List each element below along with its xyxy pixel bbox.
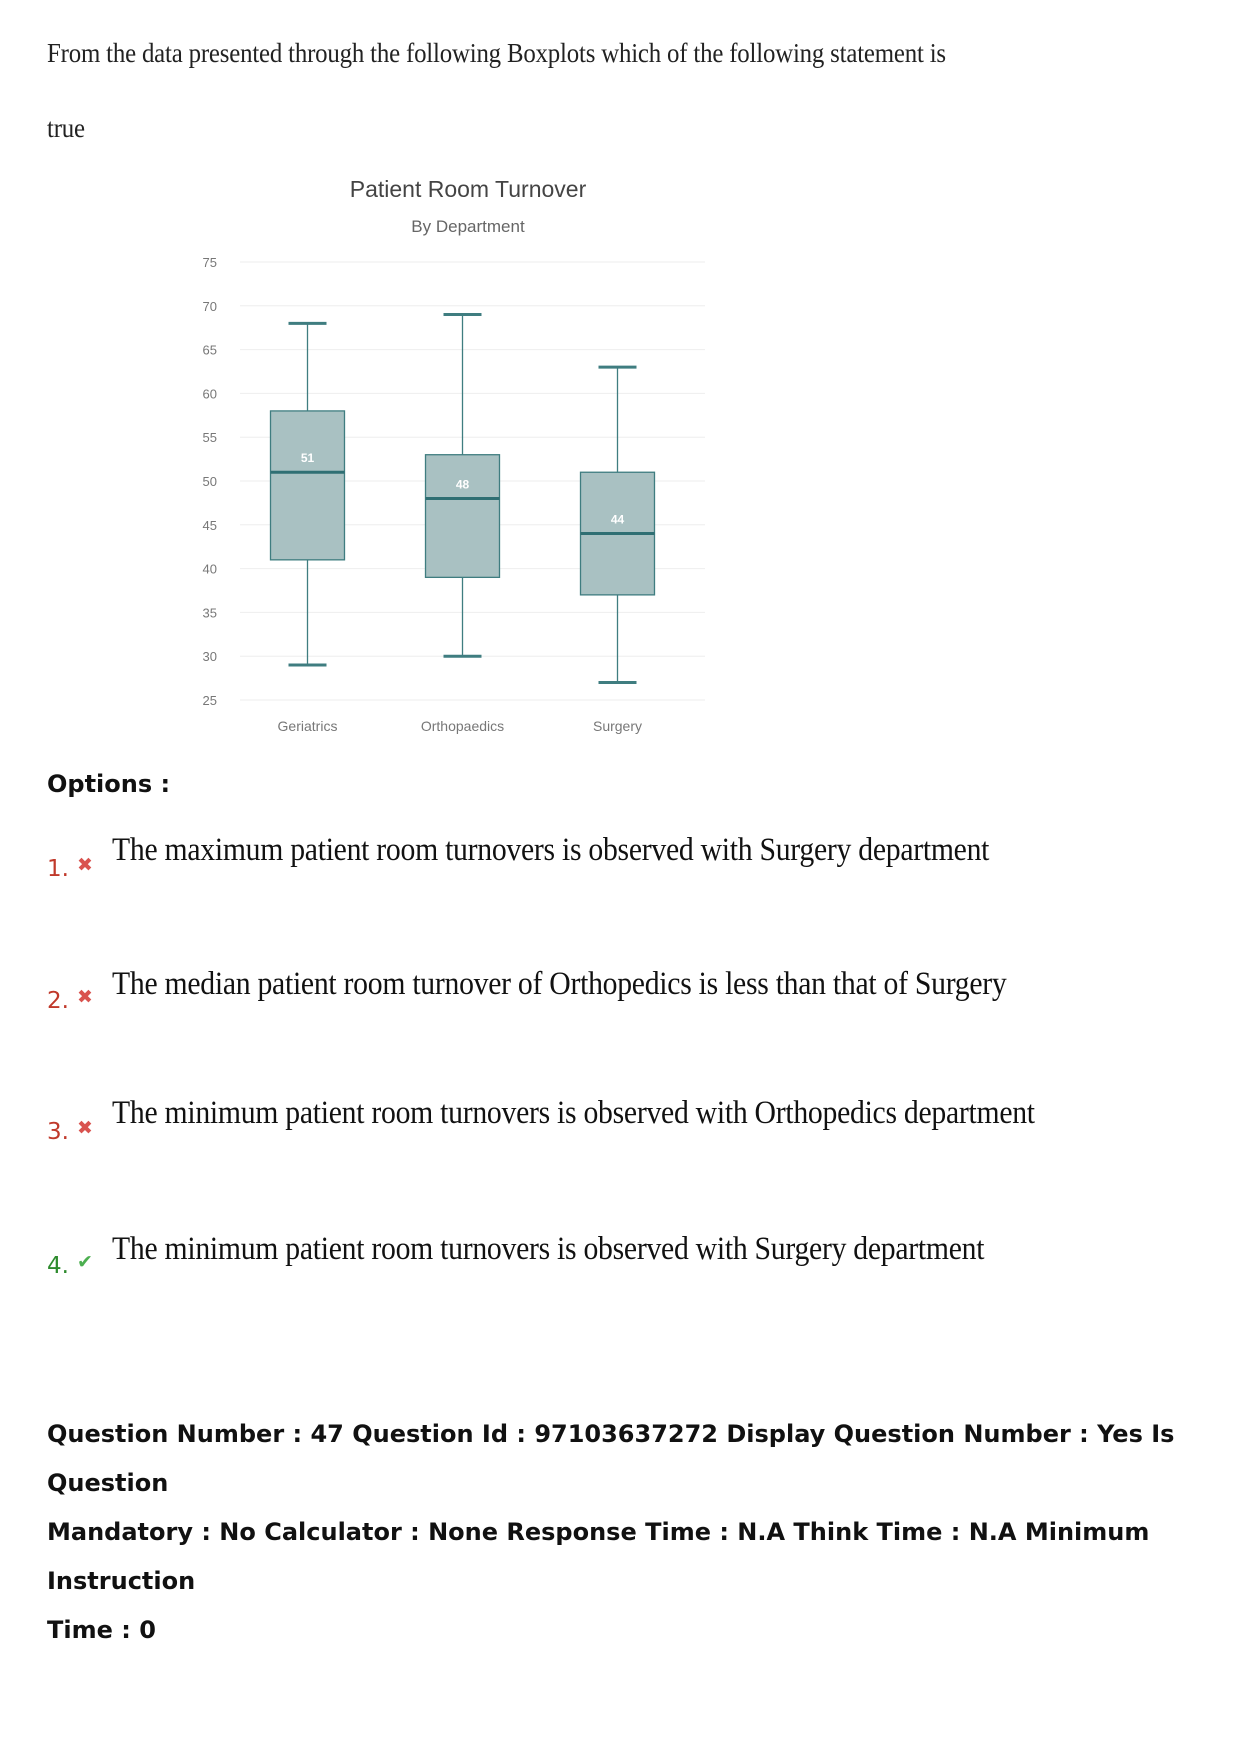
option-number: 1.	[47, 856, 69, 882]
y-tick-label: 50	[202, 474, 217, 489]
x-tick-label: Orthopaedics	[420, 718, 505, 734]
metadata-line-2: Mandatory : No Calculator : None Response Time : N.A Think Time : N.A Minimum Instruction	[47, 1518, 1150, 1595]
y-tick-label: 40	[202, 561, 217, 577]
y-tick-label: 30	[202, 649, 217, 665]
boxplot-chart	[200, 172, 720, 742]
check-icon: ✔	[77, 1251, 93, 1273]
option-text: The minimum patient room turnovers is observed with Surgery department	[112, 1231, 985, 1267]
cross-icon: ✖	[77, 854, 93, 876]
cross-icon: ✖	[77, 1117, 93, 1139]
iqr-box	[271, 411, 345, 560]
median-label: 48	[455, 477, 470, 492]
question-text-line-1: From the data presented through the following Boxplots which of the following statement is	[47, 38, 946, 68]
option-text: The median patient room turnover of Orthopedics is less than that of Surgery	[112, 966, 1007, 1002]
box-orthopaedics	[426, 315, 500, 657]
y-tick-label: 75	[202, 255, 217, 270]
y-tick-label: 35	[202, 605, 217, 621]
x-tick-label: Surgery	[592, 718, 643, 734]
box-geriatrics	[271, 323, 345, 665]
median-label: 51	[300, 451, 315, 466]
metadata-line-1: Question Number : 47 Question Id : 97103637272 Display Question Number : Yes Is Question	[47, 1420, 1175, 1497]
option-2[interactable]	[47, 966, 1197, 1026]
option-text: The maximum patient room turnovers is observed with Surgery department	[112, 832, 990, 868]
box-surgery	[581, 367, 655, 682]
median-label: 44	[610, 512, 625, 527]
option-3[interactable]	[47, 1095, 1197, 1155]
x-tick-label: Geriatrics	[277, 718, 338, 734]
option-text: The minimum patient room turnovers is observed with Orthopedics department	[112, 1095, 1035, 1131]
option-1[interactable]	[47, 832, 1197, 892]
question-text-line-2: true	[47, 113, 85, 143]
option-number: 3.	[47, 1119, 69, 1145]
cross-icon: ✖	[77, 986, 93, 1008]
y-tick-label: 70	[202, 298, 217, 314]
question-metadata	[47, 1410, 1207, 1655]
y-tick-label: 25	[202, 693, 217, 708]
metadata-line-3: Time : 0	[47, 1616, 156, 1644]
chart-boxes	[271, 315, 655, 683]
y-tick-label: 65	[202, 342, 217, 358]
y-axis-ticks	[203, 255, 217, 708]
x-axis-labels	[278, 718, 642, 734]
y-tick-label: 55	[202, 430, 217, 446]
y-tick-label: 60	[202, 386, 217, 402]
options-heading: Options :	[47, 770, 171, 798]
chart-title: Patient Room Turnover	[349, 176, 587, 202]
option-4[interactable]	[47, 1231, 1197, 1291]
option-number: 4.	[47, 1253, 69, 1279]
option-number: 2.	[47, 988, 69, 1014]
chart-subtitle: By Department	[411, 217, 525, 236]
iqr-box	[426, 455, 500, 578]
y-tick-label: 45	[202, 517, 217, 533]
